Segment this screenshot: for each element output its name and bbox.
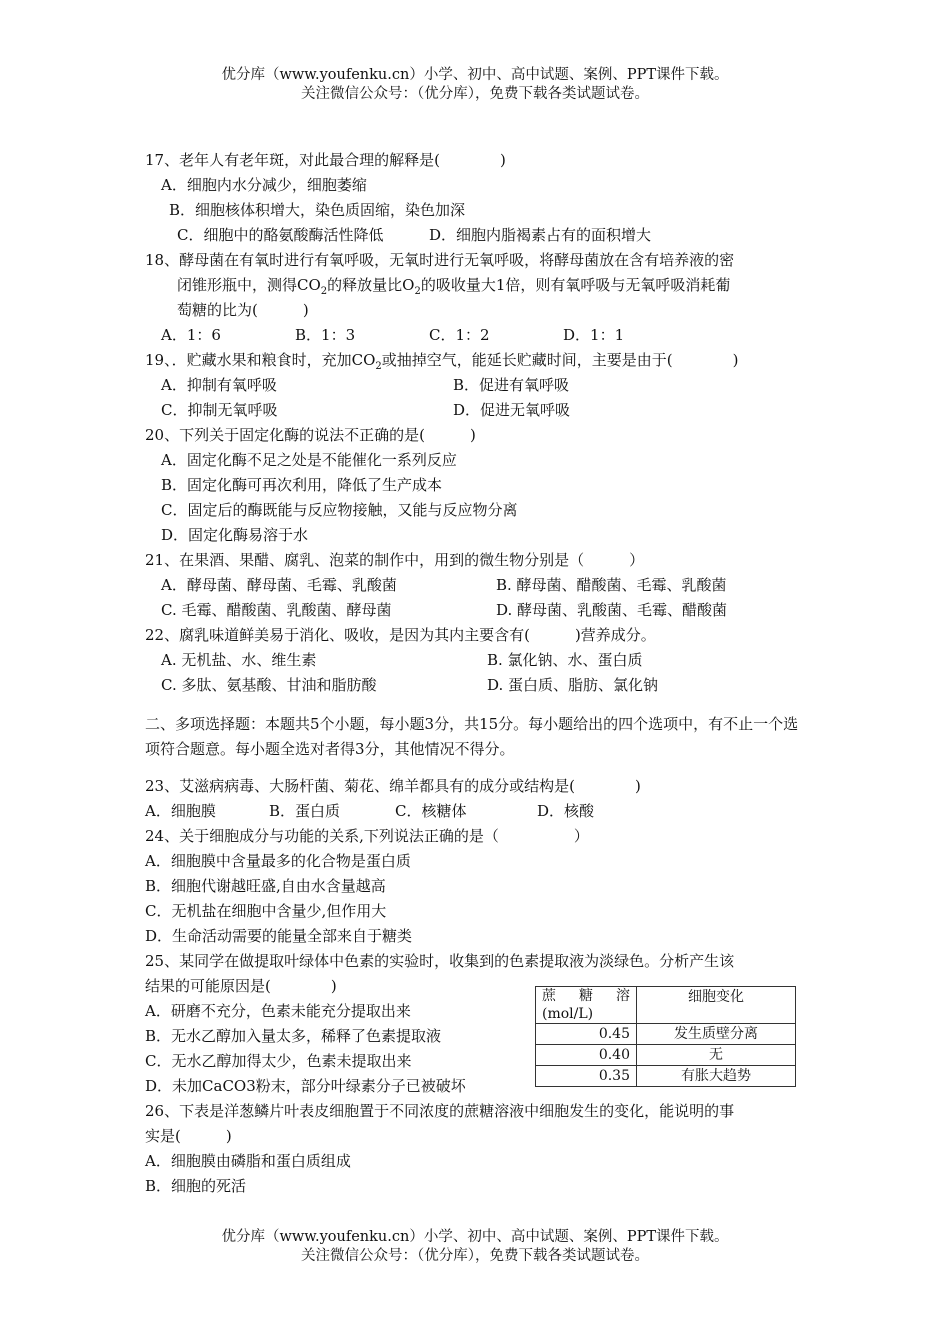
q20-option-b: B．固定化酶可再次利用，降低了生产成本	[161, 476, 443, 494]
q19-option-b: B．促进有氧呼吸	[453, 376, 570, 394]
q19-stem	[145, 348, 810, 373]
page-header	[0, 66, 950, 104]
section-2-heading: 二、多项选择题：本题共5个小题，每小题3分，共15分。每小题给出的四个选项中，有不止一个选项符合题意。每小题全选对者得3分，其他情况不得分。	[145, 715, 799, 758]
q26-option-a: A．细胞膜由磷脂和蛋白质组成	[145, 1152, 351, 1170]
table-row	[536, 1045, 796, 1066]
q18-stem-2b: 的释放量比O	[327, 276, 415, 294]
q18-option-b: B．1：3	[295, 326, 356, 344]
q19-options-ab	[145, 373, 810, 398]
q23-option-b: B．蛋白质	[269, 802, 341, 820]
footer-line-1: 优分库（www.youfenku.cn）小学、初中、高中试题、案例、PPT课件下载。	[221, 1229, 729, 1245]
q25-option-d: D．未加CaCO3粉末，部分叶绿素分子已被破坏	[145, 1077, 466, 1095]
q25-stem-line-1: 25、某同学在做提取叶绿体中色素的实验时，收集到的色素提取液为淡绿色。分析产生该	[145, 952, 735, 970]
table-cell-change: 发生质壁分离	[637, 1024, 796, 1045]
q21-option-a: A．酵母菌、酵母菌、毛霉、乳酸菌	[161, 576, 397, 594]
q21-option-d: D. 酵母菌、乳酸菌、毛霉、醋酸菌	[496, 601, 728, 619]
table-header-concentration-unit: (mol/L)	[542, 1006, 594, 1022]
table-header-concentration-label: 蔗 糖 溶	[542, 988, 630, 1004]
table-cell-concentration: 0.45	[536, 1024, 637, 1045]
q26-stem-line-1: 26、下表是洋葱鳞片叶表皮细胞置于不同浓度的蔗糖溶液中细胞发生的变化，能说明的事	[145, 1102, 735, 1120]
page-footer	[0, 1228, 950, 1266]
table-header-cell-change: 细胞变化	[637, 987, 796, 1024]
q24-option-c: C．无机盐在细胞中含量少,但作用大	[145, 902, 387, 920]
q19-options-cd	[145, 398, 810, 423]
q23-option-a: A．细胞膜	[145, 802, 216, 820]
q23-options	[145, 799, 810, 824]
q22-stem: 22、腐乳味道鲜美易于消化、吸收，是因为其内主要含有( )营养成分。	[145, 626, 656, 644]
q18-stem-2a: 闭锥形瓶中，测得CO	[177, 276, 321, 294]
q23-option-c: C．核糖体	[395, 802, 467, 820]
q21-options-ab	[145, 573, 810, 598]
q18-stem-2c: 的吸收量大1倍，则有氧呼吸与无氧呼吸消耗葡	[420, 276, 731, 294]
footer-line-2: 关注微信公众号：（优分库），免费下载各类试题试卷。	[301, 1248, 649, 1264]
table-header-row	[536, 987, 796, 1024]
q17-stem: 17、老年人有老年斑，对此最合理的解释是( )	[145, 151, 506, 169]
q19-sub-co2: 2	[375, 361, 382, 372]
q20-option-c: C．固定后的酶既能与反应物接触，又能与反应物分离	[161, 501, 518, 519]
q25-option-b: B．无水乙醇加入量太多，稀释了色素提取液	[145, 1027, 442, 1045]
header-line-1: 优分库（www.youfenku.cn）小学、初中、高中试题、案例、PPT课件下载。	[221, 67, 729, 83]
sucrose-concentration-table	[535, 986, 796, 1087]
q20-option-a: A．固定化酶不足之处是不能催化一系列反应	[161, 451, 457, 469]
q17-option-b: B．细胞核体积增大，染色质固缩，染色加深	[169, 201, 466, 219]
header-line-2: 关注微信公众号：（优分库），免费下载各类试题试卷。	[301, 86, 649, 102]
q24-option-a: A．细胞膜中含量最多的化合物是蛋白质	[145, 852, 411, 870]
spacer	[145, 762, 810, 774]
table-cell-change: 有胀大趋势	[637, 1066, 796, 1087]
q18-stem-line-3: 萄糖的比为( )	[177, 301, 309, 319]
q22-option-a: A. 无机盐、水、维生素	[161, 651, 317, 669]
q17-option-c: C．细胞中的酪氨酸酶活性降低	[177, 226, 384, 244]
q19-option-d: D．促进无氧呼吸	[453, 401, 571, 419]
q21-stem: 21、在果酒、果醋、腐乳、泡菜的制作中，用到的微生物分别是（ ）	[145, 551, 645, 569]
q22-options-ab	[145, 648, 810, 673]
q19-stem-a: 19、．贮藏水果和粮食时，充加CO	[145, 351, 376, 369]
table-row	[536, 1066, 796, 1087]
q17-options-cd	[145, 223, 810, 248]
q23-stem: 23、艾滋病病毒、大肠杆菌、菊花、绵羊都具有的成分或结构是( )	[145, 777, 641, 795]
q18-sub-co2: 2	[320, 286, 328, 297]
q20-option-d: D．固定化酶易溶于水	[161, 526, 309, 544]
q26-stem-line-2: 实是( )	[145, 1127, 232, 1145]
q18-sub-o2: 2	[414, 286, 421, 297]
q24-stem: 24、关于细胞成分与功能的关系,下列说法正确的是（ ）	[145, 827, 589, 845]
q23-option-d: D．核酸	[537, 802, 595, 820]
q25-stem-line-2: 结果的可能原因是( )	[145, 977, 337, 995]
q17-option-a: A．细胞内水分减少，细胞萎缩	[161, 176, 367, 194]
q19-option-a: A．抑制有氧呼吸	[161, 376, 277, 394]
q21-option-c: C. 毛霉、醋酸菌、乳酸菌、酵母菌	[161, 601, 392, 619]
q20-stem: 20、下列关于固定化酶的说法不正确的是( )	[145, 426, 476, 444]
q18-options	[145, 323, 810, 348]
q18-stem-line-1: 18、酵母菌在有氧时进行有氧呼吸，无氧时进行无氧呼吸，将酵母菌放在含有培养液的密	[145, 251, 735, 269]
q21-options-cd	[145, 598, 810, 623]
q18-option-d: D．1：1	[563, 326, 625, 344]
q24-option-d: D．生命活动需要的能量全部来自于糖类	[145, 927, 413, 945]
spacer	[145, 698, 810, 712]
q21-option-b: B. 酵母菌、醋酸菌、毛霉、乳酸菌	[496, 576, 727, 594]
q18-stem-line-2	[145, 273, 810, 298]
q19-stem-b: 或抽掉空气，能延长贮藏时间，主要是由于( )	[381, 351, 739, 369]
q18-option-c: C．1：2	[429, 326, 490, 344]
q26-option-b: B．细胞的死活	[145, 1177, 247, 1195]
q24-option-b: B．细胞代谢越旺盛,自由水含量越高	[145, 877, 386, 895]
table-cell-concentration: 0.35	[536, 1066, 637, 1087]
table-cell-change: 无	[637, 1045, 796, 1066]
q22-options-cd	[145, 673, 810, 698]
q25-option-a: A．研磨不充分，色素未能充分提取出来	[145, 1002, 411, 1020]
q19-option-c: C．抑制无氧呼吸	[161, 401, 278, 419]
q25-option-c: C．无水乙醇加得太少，色素未提取出来	[145, 1052, 412, 1070]
q22-option-d: D. 蛋白质、脂肪、氯化钠	[487, 676, 659, 694]
q18-option-a: A．1：6	[161, 326, 221, 344]
q22-option-b: B. 氯化钠、水、蛋白质	[487, 651, 643, 669]
q17-option-d: D．细胞内脂褐素占有的面积增大	[429, 226, 652, 244]
table-cell-concentration: 0.40	[536, 1045, 637, 1066]
q22-option-c: C. 多肽、氨基酸、甘油和脂肪酸	[161, 676, 377, 694]
table-row	[536, 1024, 796, 1045]
table-header-concentration	[536, 987, 637, 1024]
